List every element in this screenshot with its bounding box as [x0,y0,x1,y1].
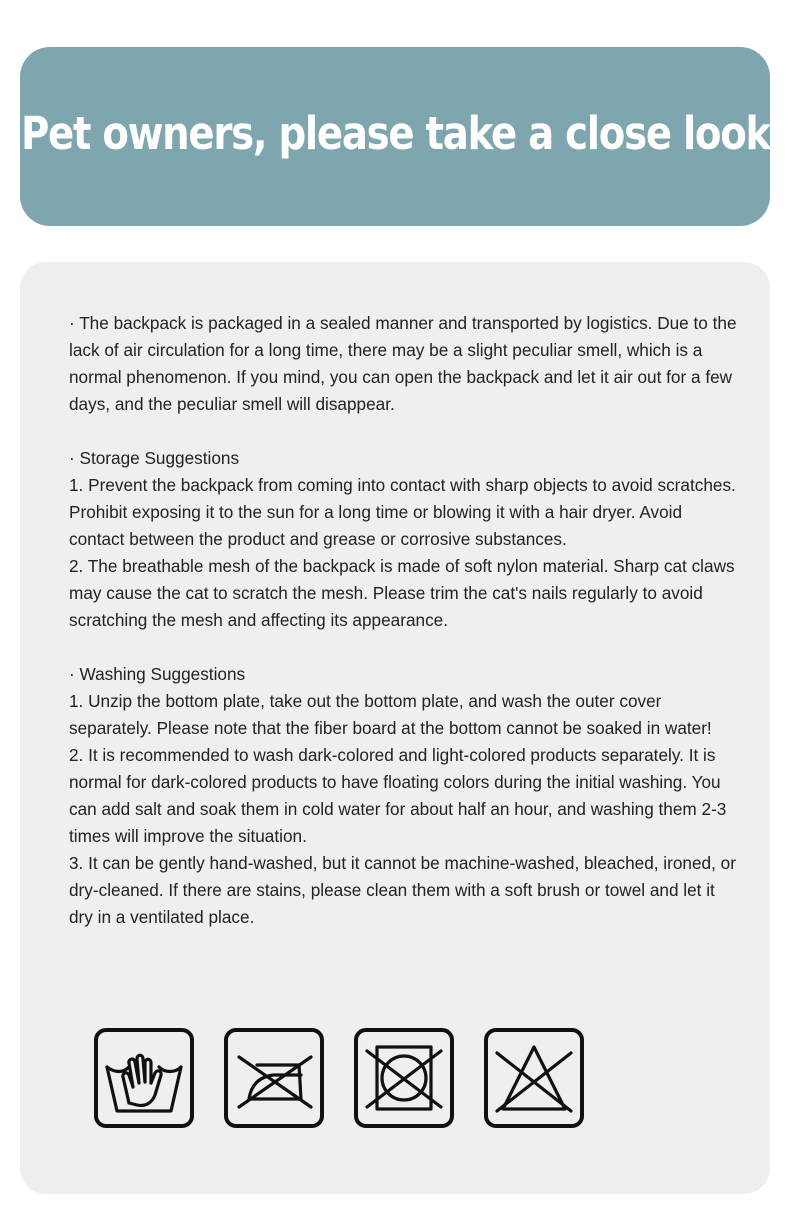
washing-heading: · Washing Suggestions [69,664,246,684]
storage-item: 1. Prevent the backpack from coming into contact with sharp objects to avoid scratches. Prohibit exposing it to the sun for a long time or blowing it with a hair dryer. Avoid contact between the product and grease or corrosive substances. [69,475,736,549]
washing-item: 2. It is recommended to wash dark-colored and light-colored products separately. It is normal for dark-colored products to have floating colors during the initial washing. You can add salt and soak them in cold water for about half an hour, and washing them 2-3 times will improve the situation. [69,745,727,846]
care-notes-text [69,310,741,931]
storage-heading: · Storage Suggestions [69,448,240,468]
do-not-tumble-dry-icon [354,1028,454,1128]
care-symbols-row [94,1028,584,1128]
washing-item: 3. It can be gently hand-washed, but it cannot be machine-washed, bleached, ironed, or dry-cleaned. If there are stains, please clean them with a soft brush or towel and let it dry in a ventilated place. [69,853,736,927]
do-not-iron-icon [224,1028,324,1128]
title-banner [20,47,770,226]
care-notes-card [20,262,770,1194]
storage-item: 2. The breathable mesh of the backpack is made of soft nylon material. Sharp cat claws may cause the cat to scratch the mesh. Please trim the cat's nails regularly to avoid scratching the mesh and affecting its appearance. [69,556,735,630]
hand-wash-icon [94,1028,194,1128]
banner-title: Pet owners, please take a close look [20,107,770,160]
intro-paragraph: · The backpack is packaged in a sealed manner and transported by logistics. Due to the lack of air circulation for a long time, there may be a slight peculiar smell, which is a normal phenomenon. If you mind, you can open the backpack and let it air out for a few days, and the peculiar smell will disappear. [69,313,737,414]
do-not-bleach-icon [484,1028,584,1128]
washing-item: 1. Unzip the bottom plate, take out the bottom plate, and wash the outer cover separately. Please note that the fiber board at the bottom cannot be soaked in water! [69,691,712,738]
